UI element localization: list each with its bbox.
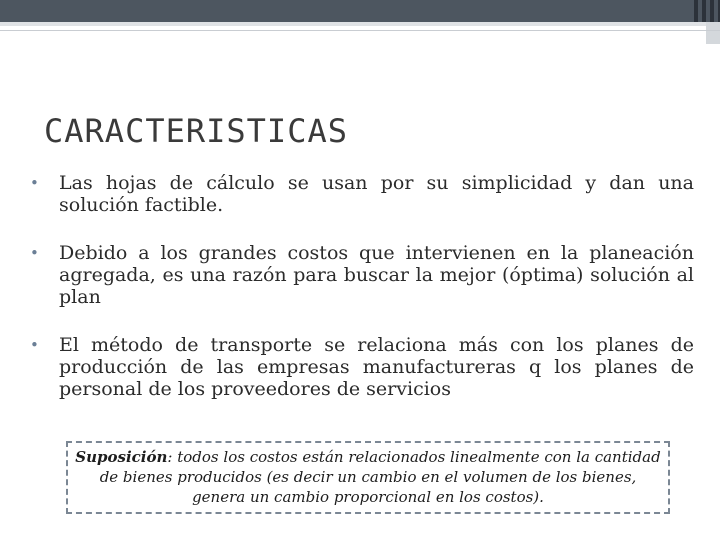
assumption-note (66, 441, 670, 514)
note-label: Suposición (75, 448, 168, 466)
slide-title: CARACTERISTICAS (44, 112, 348, 150)
bullet-text: Debido a los grandes costos que intervienen en la planeación agregada, es una razón para buscar la mejor (óptima) solución al plan (59, 242, 694, 308)
bullet-marker: • (30, 174, 39, 192)
bullet-text: Las hojas de cálculo se usan por su simplicidad y dan una solución factible. (59, 172, 694, 216)
bullet-text: El método de transporte se relaciona más con los planes de producción de las empresas manufactureras q los planes de personal de los proveedores de servicios (59, 334, 694, 400)
divider-line (0, 30, 720, 31)
accent-line-tail (706, 22, 720, 44)
top-bar (0, 0, 720, 22)
top-bar-edge (694, 0, 720, 22)
note-text: : todos los costos están relacionados linealmente con la cantidad de bienes producidos (es decir un cambio en el volumen de los bienes, genera un cambio proporcional en los costos). (99, 448, 661, 506)
bullet-item (30, 242, 694, 308)
bullet-item (30, 334, 694, 400)
bullet-list (30, 172, 694, 426)
bullet-marker: • (30, 244, 39, 262)
bullet-item (30, 172, 694, 216)
accent-line (0, 22, 720, 26)
bullet-marker: • (30, 336, 39, 354)
